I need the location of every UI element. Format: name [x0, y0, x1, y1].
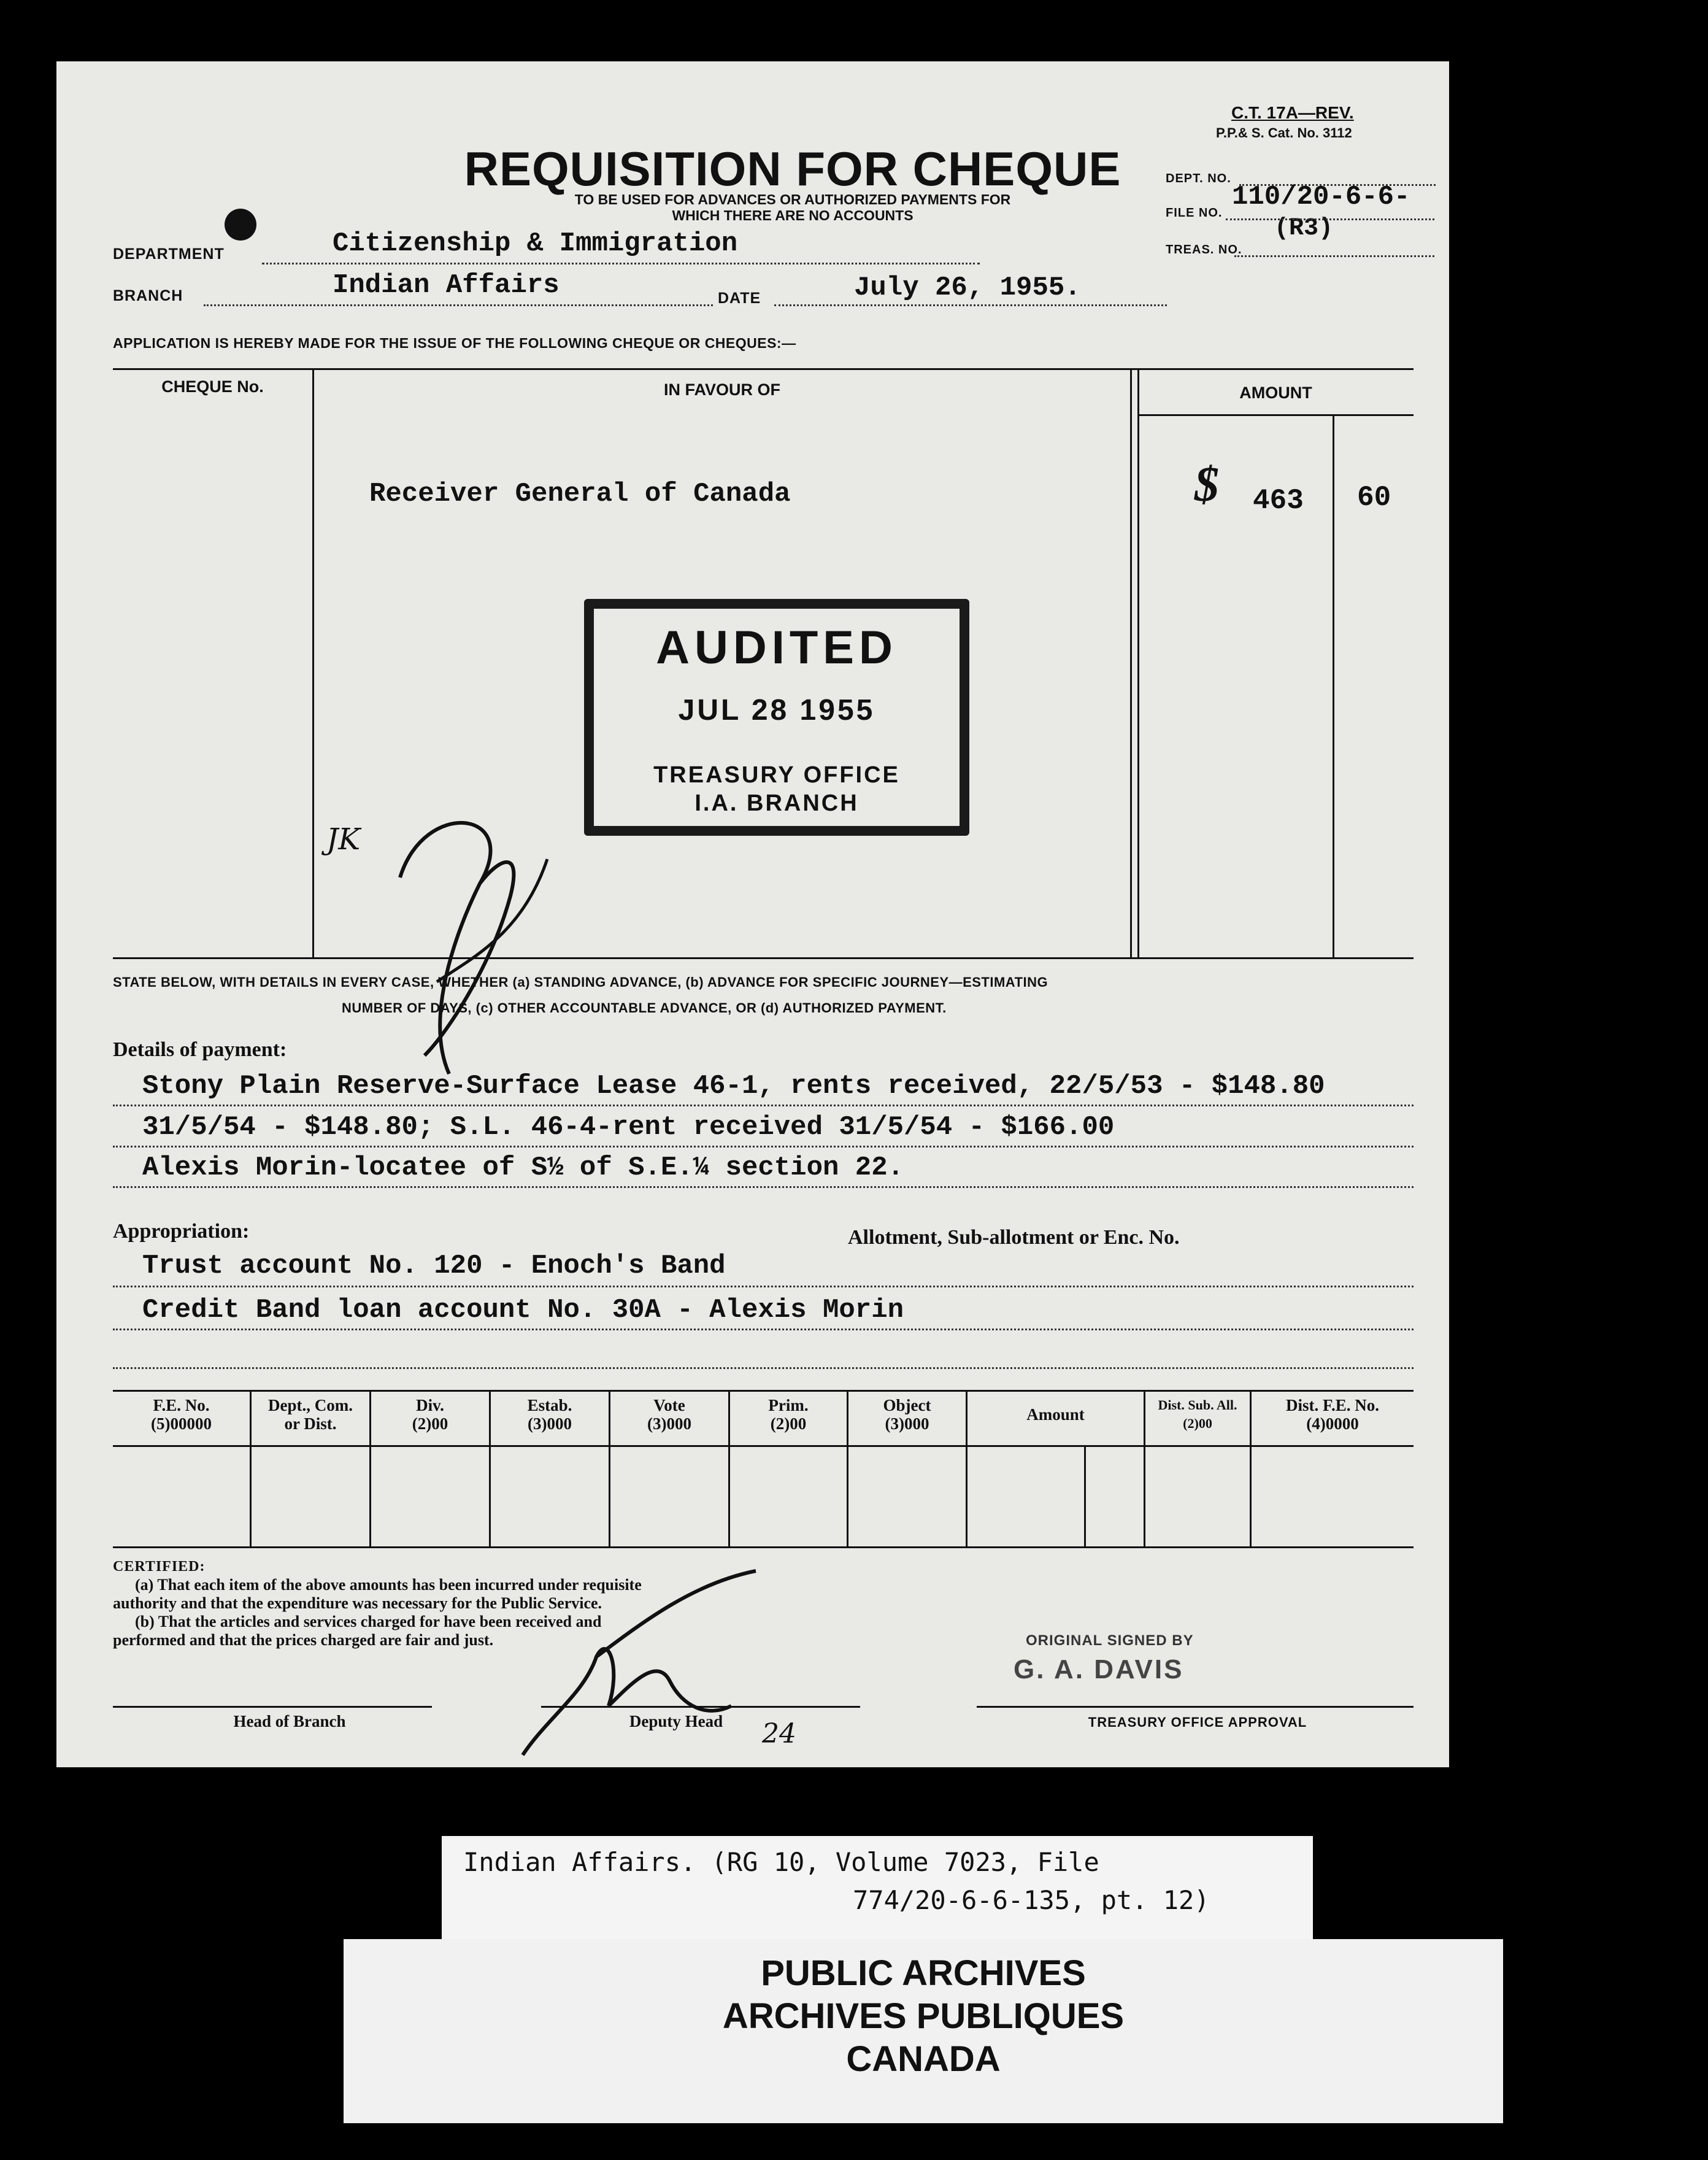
grid-col-object: Object (3)000	[883, 1396, 931, 1433]
citation-line-1: Indian Affairs. (RG 10, Volume 7023, File	[463, 1847, 1099, 1877]
original-signed-label: ORIGINAL SIGNED BY	[1026, 1632, 1194, 1649]
details-line-1[interactable]: Stony Plain Reserve-Surface Lease 46-1, rents received, 22/5/53 - $148.80	[142, 1071, 1325, 1101]
catalog-number: P.P.& S. Cat. No. 3112	[1216, 125, 1352, 141]
treas-no-label: TREAS. NO.	[1166, 243, 1242, 256]
archives-name-en: PUBLIC ARCHIVES	[761, 1953, 1086, 1993]
signer-name: G. A. DAVIS	[1014, 1654, 1184, 1684]
amount-header: AMOUNT	[1239, 384, 1312, 402]
archives-country: CANADA	[846, 2039, 1001, 2079]
deputy-head-label: Deputy Head	[629, 1712, 723, 1730]
appropriation-line-2[interactable]: Credit Band loan account No. 30A - Alexis Morin	[142, 1295, 904, 1325]
department-label: DEPARTMENT	[113, 245, 225, 263]
grid-col-dept: Dept., Com. or Dist.	[268, 1396, 353, 1433]
instructions-line-1: STATE BELOW, WITH DETAILS IN EVERY CASE, WHETHER (a) STANDING ADVANCE, (b) ADVANCE FOR SPECIFIC JOURNEY—ESTIMATING	[113, 974, 1048, 990]
form-code: C.T. 17A—REV.	[1231, 103, 1354, 122]
page-number: 24	[762, 1718, 796, 1749]
in-favour-of-header: IN FAVOUR OF	[663, 380, 780, 399]
subtitle-line-1: TO BE USED FOR ADVANCES OR AUTHORIZED PAYMENTS FOR	[574, 191, 1011, 207]
cheque-no-header: CHEQUE No.	[161, 377, 264, 396]
archive-citation-card	[442, 1836, 1313, 1940]
stamp-title: AUDITED	[656, 622, 898, 674]
archives-name-fr: ARCHIVES PUBLIQUES	[722, 1996, 1125, 2036]
subtitle-line-2: WHICH THERE ARE NO ACCOUNTS	[672, 207, 914, 223]
treasury-approval-label: TREASURY OFFICE APPROVAL	[1088, 1714, 1307, 1730]
appropriation-line-1[interactable]: Trust account No. 120 - Enoch's Band	[142, 1251, 726, 1281]
department-value[interactable]: Citizenship & Immigration	[333, 228, 738, 259]
grid-col-fe-no: F.E. No. (5)00000	[151, 1396, 212, 1433]
amount-cents[interactable]: 60	[1357, 482, 1391, 514]
date-label: DATE	[718, 290, 761, 307]
date-value[interactable]: July 26, 1955.	[854, 272, 1081, 303]
file-no-value-2: (R3)	[1274, 215, 1334, 242]
head-of-branch-label: Head of Branch	[233, 1712, 346, 1730]
branch-value[interactable]: Indian Affairs	[333, 270, 560, 301]
certified-line-2: authority and that the expenditure was necessary for the Public Service.	[113, 1594, 602, 1612]
grid-col-amount: Amount	[1026, 1405, 1085, 1424]
appropriation-label: Appropriation:	[113, 1220, 250, 1243]
grid-col-prim: Prim. (2)00	[768, 1396, 809, 1433]
payee-value[interactable]: Receiver General of Canada	[369, 479, 791, 509]
initials: JK	[326, 822, 361, 857]
instructions-line-2: NUMBER OF DAYS, (c) OTHER ACCOUNTABLE ADVANCE, OR (d) AUTHORIZED PAYMENT.	[342, 1000, 947, 1016]
requisition-form	[56, 61, 1449, 1767]
citation-line-2: 774/20-6-6-135, pt. 12)	[853, 1885, 1210, 1915]
details-line-3[interactable]: Alexis Morin-locatee of S½ of S.E.¼ section 22.	[142, 1152, 904, 1183]
signature-marks	[56, 61, 1449, 1767]
archives-label	[344, 1939, 1503, 2123]
allotment-label: Allotment, Sub-allotment or Enc. No.	[848, 1226, 1180, 1249]
details-line-2[interactable]: 31/5/54 - $148.80; S.L. 46-4-rent received 31/5/54 - $166.00	[142, 1112, 1115, 1143]
application-text: APPLICATION IS HEREBY MADE FOR THE ISSUE OF THE FOLLOWING CHEQUE OR CHEQUES:—	[113, 335, 796, 351]
grid-col-dist-fe-no: Dist. F.E. No. (4)0000	[1285, 1396, 1380, 1433]
amount-dollars[interactable]: 463	[1253, 485, 1304, 517]
currency-symbol: $	[1194, 458, 1219, 512]
form-title: REQUISITION FOR CHEQUE	[464, 142, 1121, 196]
dept-no-label: DEPT. NO.	[1166, 172, 1231, 185]
grid-col-vote: Vote (3)000	[647, 1396, 691, 1433]
branch-label: BRANCH	[113, 287, 183, 304]
stamp-line-2: I.A. BRANCH	[694, 790, 859, 816]
file-no-value: 110/20-6-6-	[1232, 182, 1410, 212]
stamp-date: JUL 28 1955	[678, 694, 875, 727]
file-no-label: FILE NO.	[1166, 206, 1223, 220]
details-label: Details of payment:	[113, 1038, 287, 1061]
certified-line-1: (a) That each item of the above amounts has been incurred under requisite	[135, 1576, 642, 1594]
grid-col-div: Div. (2)00	[412, 1396, 448, 1433]
stamp-line-1: TREASURY OFFICE	[653, 762, 900, 788]
grid-col-dist-sub-all: Dist. Sub. All. (2)00	[1158, 1397, 1237, 1431]
certified-line-4: performed and that the prices charged are fair and just.	[113, 1631, 494, 1649]
grid-col-estab: Estab. (3)000	[527, 1396, 572, 1433]
certified-heading: CERTIFIED:	[113, 1559, 206, 1575]
certified-line-3: (b) That the articles and services charged for have been received and	[135, 1613, 602, 1630]
